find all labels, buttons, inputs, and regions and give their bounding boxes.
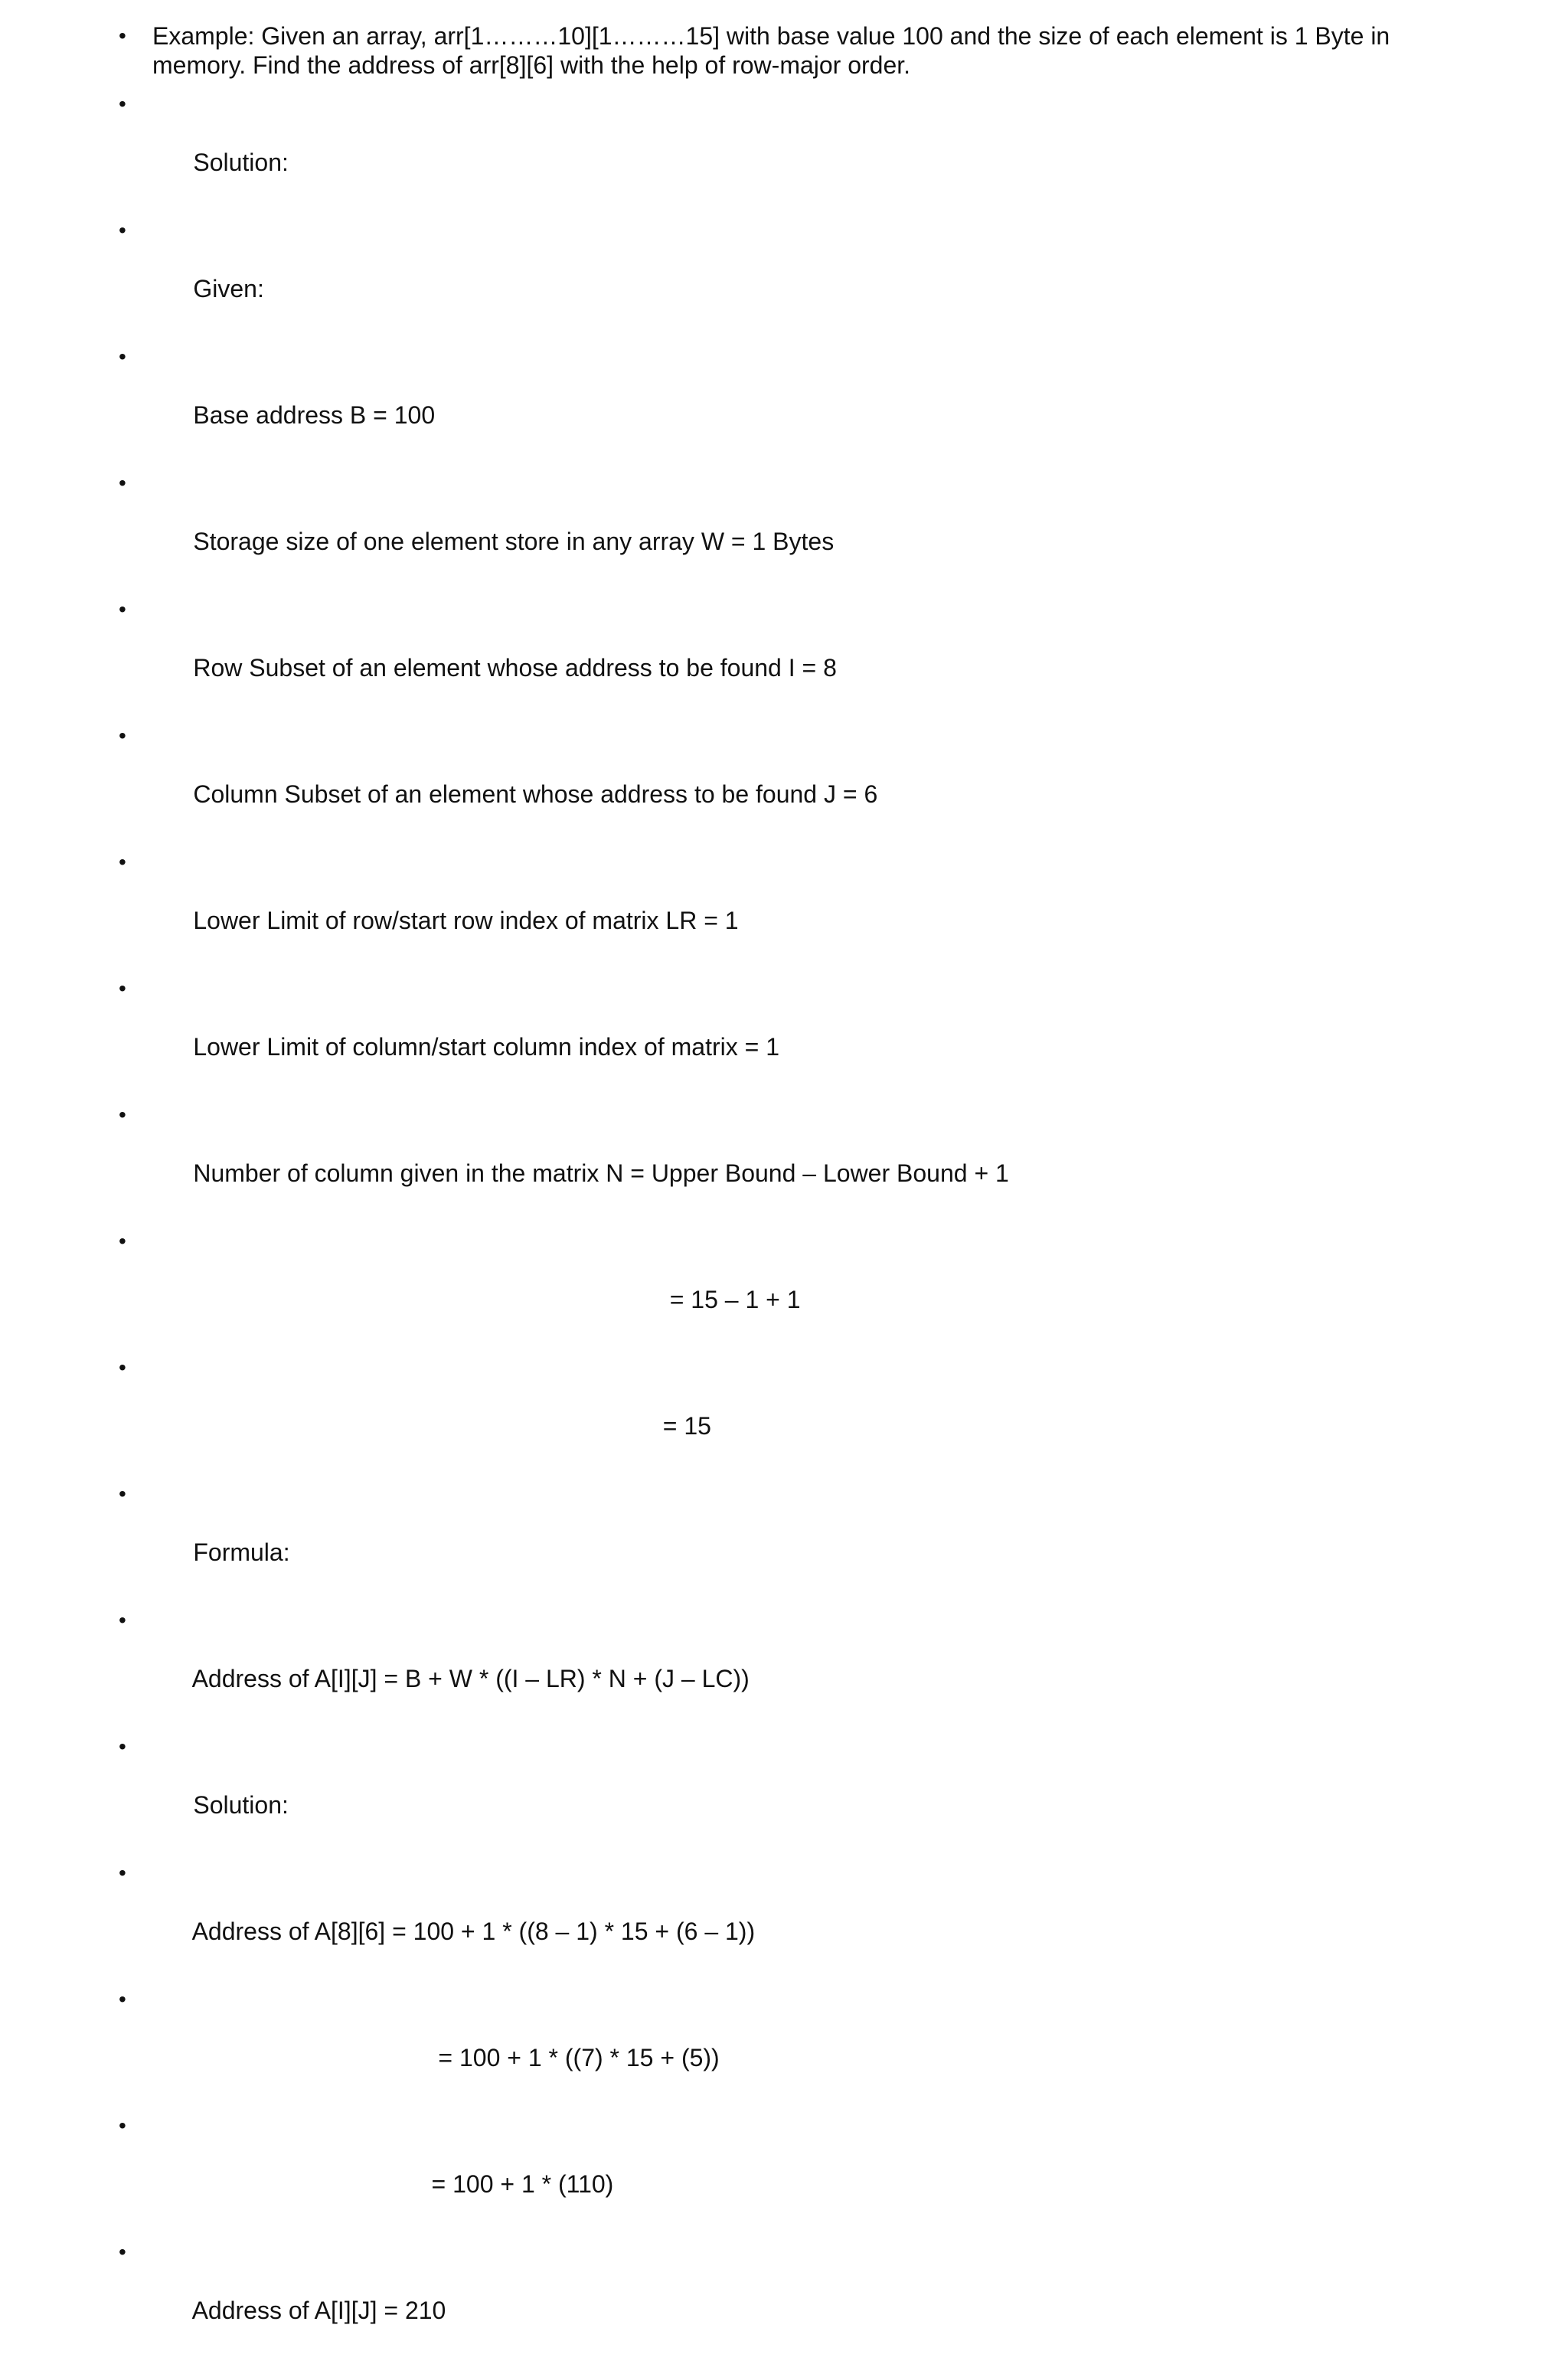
bullet-list: [115, 21, 1416, 2364]
bullet-item-row-subset: [115, 595, 1416, 711]
row-lower-limit-text: Lower Limit of row/start row index of matrix LR = 1: [193, 907, 739, 934]
bullet-point: •: [119, 976, 126, 1000]
bullet-point: •: [119, 1987, 126, 2011]
formula-heading-text: Formula:: [193, 1538, 290, 1566]
bullet-point: •: [119, 850, 126, 874]
storage-size-text: Storage size of one element store in any array W = 1 Bytes: [193, 528, 835, 555]
bullet-item-calculation: [115, 1859, 1416, 1975]
column-lower-limit-text: Lower Limit of column/start column index of matrix = 1: [193, 1033, 779, 1061]
bullet-item-solution-heading-2: [115, 1732, 1416, 1849]
solution-heading-text: Solution:: [193, 149, 289, 176]
bullet-item-solution-heading: [115, 90, 1416, 206]
bullet-item-column-subset: [115, 721, 1416, 838]
column-count-step-1-text: = 15 – 1 + 1: [193, 1286, 801, 1313]
given-heading-text: Given:: [193, 275, 264, 302]
bullet-item-column-count-step-2: [115, 1353, 1416, 1470]
bullet-item-base-address: [115, 342, 1416, 459]
bullet-point: •: [119, 1229, 126, 1253]
column-count-text: Number of column given in the matrix N = Upper Bound – Lower Bound + 1: [193, 1159, 1009, 1187]
calculation-step-2-text: = 100 + 1 * (110): [193, 2170, 614, 2198]
bullet-item-row-lower-limit: [115, 848, 1416, 964]
bullet-point: •: [119, 1861, 126, 1885]
formula-text: Address of A[I][J] = B + W * ((I – LR) * N + (J – LC)): [191, 1665, 750, 1692]
bullet-point: •: [119, 2240, 126, 2264]
bullet-point: •: [119, 24, 126, 47]
bullet-item-formula: [115, 1606, 1416, 1722]
bullet-point: •: [119, 471, 126, 495]
bullet-item-calculation-step-2: [115, 2111, 1416, 2228]
bullet-item-storage-size: [115, 469, 1416, 585]
final-address-text: Address of A[I][J] = 210: [191, 2297, 446, 2324]
bullet-point: •: [119, 1103, 126, 1126]
bullet-point: •: [119, 1735, 126, 1758]
bullet-point: •: [119, 597, 126, 621]
bullet-item-formula-heading: [115, 1480, 1416, 1596]
calculation-text: Address of A[8][6] = 100 + 1 * ((8 – 1) * 15 + (6 – 1)): [191, 1918, 756, 1945]
bullet-point: •: [119, 345, 126, 368]
bullet-point: •: [119, 2114, 126, 2137]
base-address-text: Base address B = 100: [193, 401, 436, 429]
bullet-item-column-lower-limit: [115, 974, 1416, 1090]
solution-heading-2-text: Solution:: [193, 1791, 289, 1819]
bullet-item-column-count: [115, 1100, 1416, 1217]
column-subset-text: Column Subset of an element whose address to be found J = 6: [193, 780, 878, 808]
row-subset-text: Row Subset of an element whose address to be found I = 8: [193, 654, 837, 682]
bullet-point: •: [119, 1608, 126, 1632]
bullet-item-calculation-step-1: [115, 1985, 1416, 2101]
bullet-item-example: [115, 21, 1393, 80]
bullet-item-final-address: [115, 2238, 1416, 2354]
bullet-point: •: [119, 1355, 126, 1379]
example-text: Example: Given an array, arr[1………10][1………15] with base value 100 and the size of each element is 1 Byte in memory. Find the address of arr[8][6] with the help of row-major order.: [152, 22, 1390, 79]
bullet-item-column-count-step-1: [115, 1227, 1416, 1343]
bullet-item-given: [115, 216, 1416, 332]
calculation-step-1-text: = 100 + 1 * ((7) * 15 + (5)): [193, 2044, 720, 2071]
column-count-step-2-text: = 15: [193, 1412, 711, 1440]
bullet-point: •: [119, 218, 126, 242]
bullet-point: •: [119, 92, 126, 116]
bullet-point: •: [119, 1482, 126, 1506]
bullet-point: •: [119, 724, 126, 747]
